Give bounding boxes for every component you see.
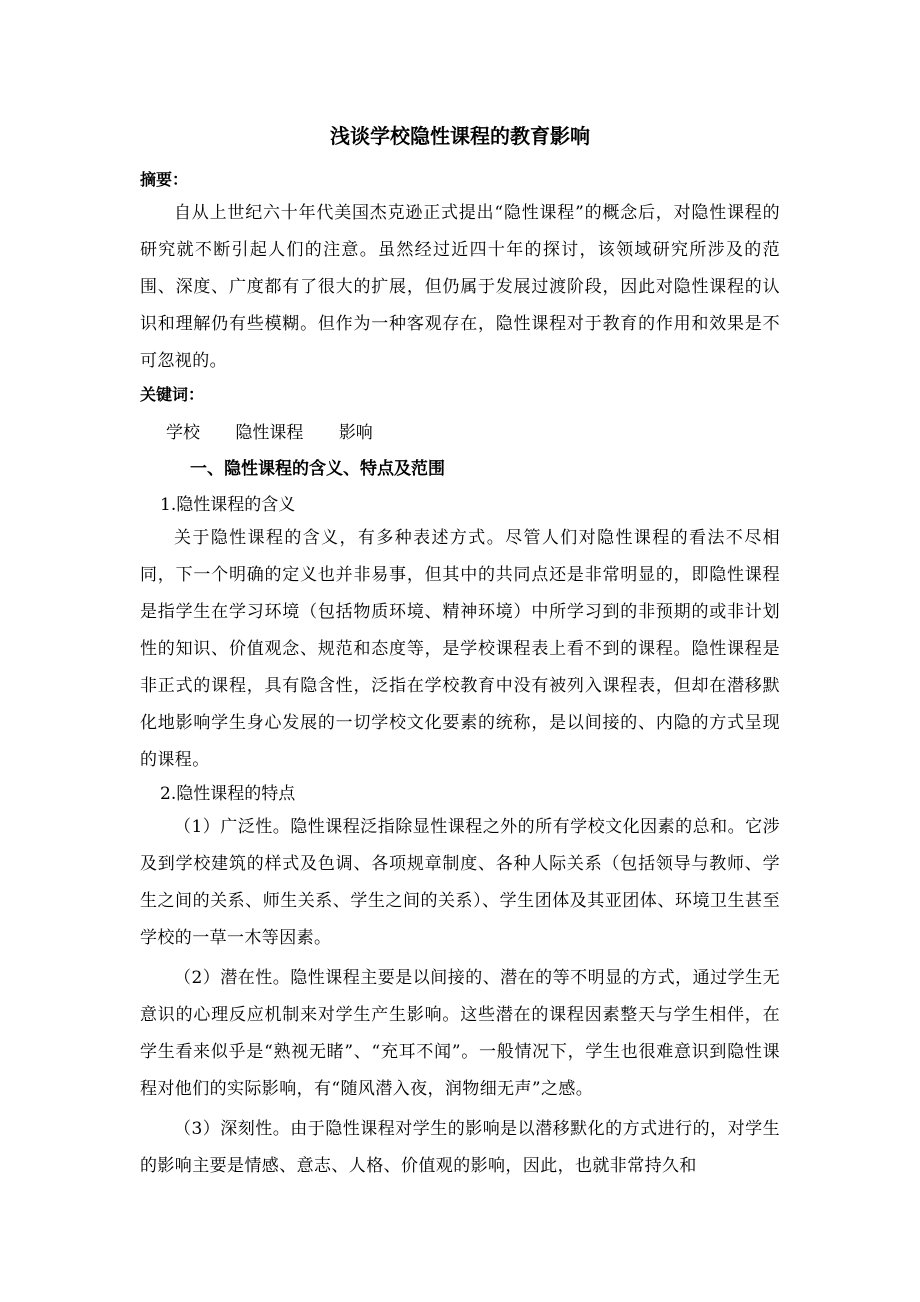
keyword-item: 影响 <box>338 423 373 443</box>
body-paragraph: 关于隐性课程的含义，有多种表述方式。尽管人们对隐性课程的看法不尽相同，下一个明确的定义也并非易事，但其中的共同点还是非常明显的，即隐性课程是指学生在学习环境（包括物质环境、精神环境）中所学习到的非预期的或非计划性的知识、价值观念、规范和态度等，是学校课程表上看不到的课程。隐性课程是非正式的课程，具有隐含性，泛指在学校教育中没有被列入课程表，但却在潜移默化地影响学生身心发展的一切学校文化要素的统称，是以间接的、内隐的方式呈现的课程。 <box>140 528 780 770</box>
keywords-list <box>166 421 403 445</box>
keyword-item: 学校 <box>166 423 200 443</box>
abstract-label: 摘要： <box>140 170 189 189</box>
subsection-heading: 2.隐性课程的特点 <box>160 784 296 804</box>
keyword-item: 隐性课程 <box>235 423 304 443</box>
body-paragraph: （1）广泛性。隐性课程泛指除显性课程之外的所有学校文化因素的总和。它涉及到学校建筑的样式及色调、各项规章制度、各种人际关系（包括领导与教师、学生之间的关系、师生关系、学生之间的关系）、学生团体及其亚团体、环境卫生甚至学校的一草一木等因素。 <box>140 817 780 948</box>
document-title: 浅谈学校隐性课程的教育影响 <box>330 124 590 148</box>
section-heading: 一、隐性课程的含义、特点及范围 <box>190 459 445 479</box>
subsection-heading: 1.隐性课程的含义 <box>160 495 296 515</box>
keywords-label: 关键词： <box>140 385 205 404</box>
body-paragraph: （2）潜在性。隐性课程主要是以间接的、潜在的等不明显的方式，通过学生无意识的心理反应机制来对学生产生影响。这些潜在的课程因素整天与学生相伴，在学生看来似乎是“熟视无睹”、“充耳不闻”。一般情况下，学生也很难意识到隐性课程对他们的实际影响，有“随风潜入夜，润物细无声”之感。 <box>140 968 780 1099</box>
body-paragraph: （3）深刻性。由于隐性课程对学生的影响是以潜移默化的方式进行的，对学生的影响主要是情感、意志、人格、价值观的影响，因此，也就非常持久和 <box>140 1119 780 1176</box>
abstract-paragraph: 自从上世纪六十年代美国杰克逊正式提出“隐性课程”的概念后，对隐性课程的研究就不断引起人们的注意。虽然经过近四十年的探讨，该领域研究所涉及的范围、深度、广度都有了很大的扩展，但仍属于发展过渡阶段，因此对隐性课程的认识和理解仍有些模糊。但作为一种客观存在，隐性课程对于教育的作用和效果是不可忽视的。 <box>140 203 780 371</box>
